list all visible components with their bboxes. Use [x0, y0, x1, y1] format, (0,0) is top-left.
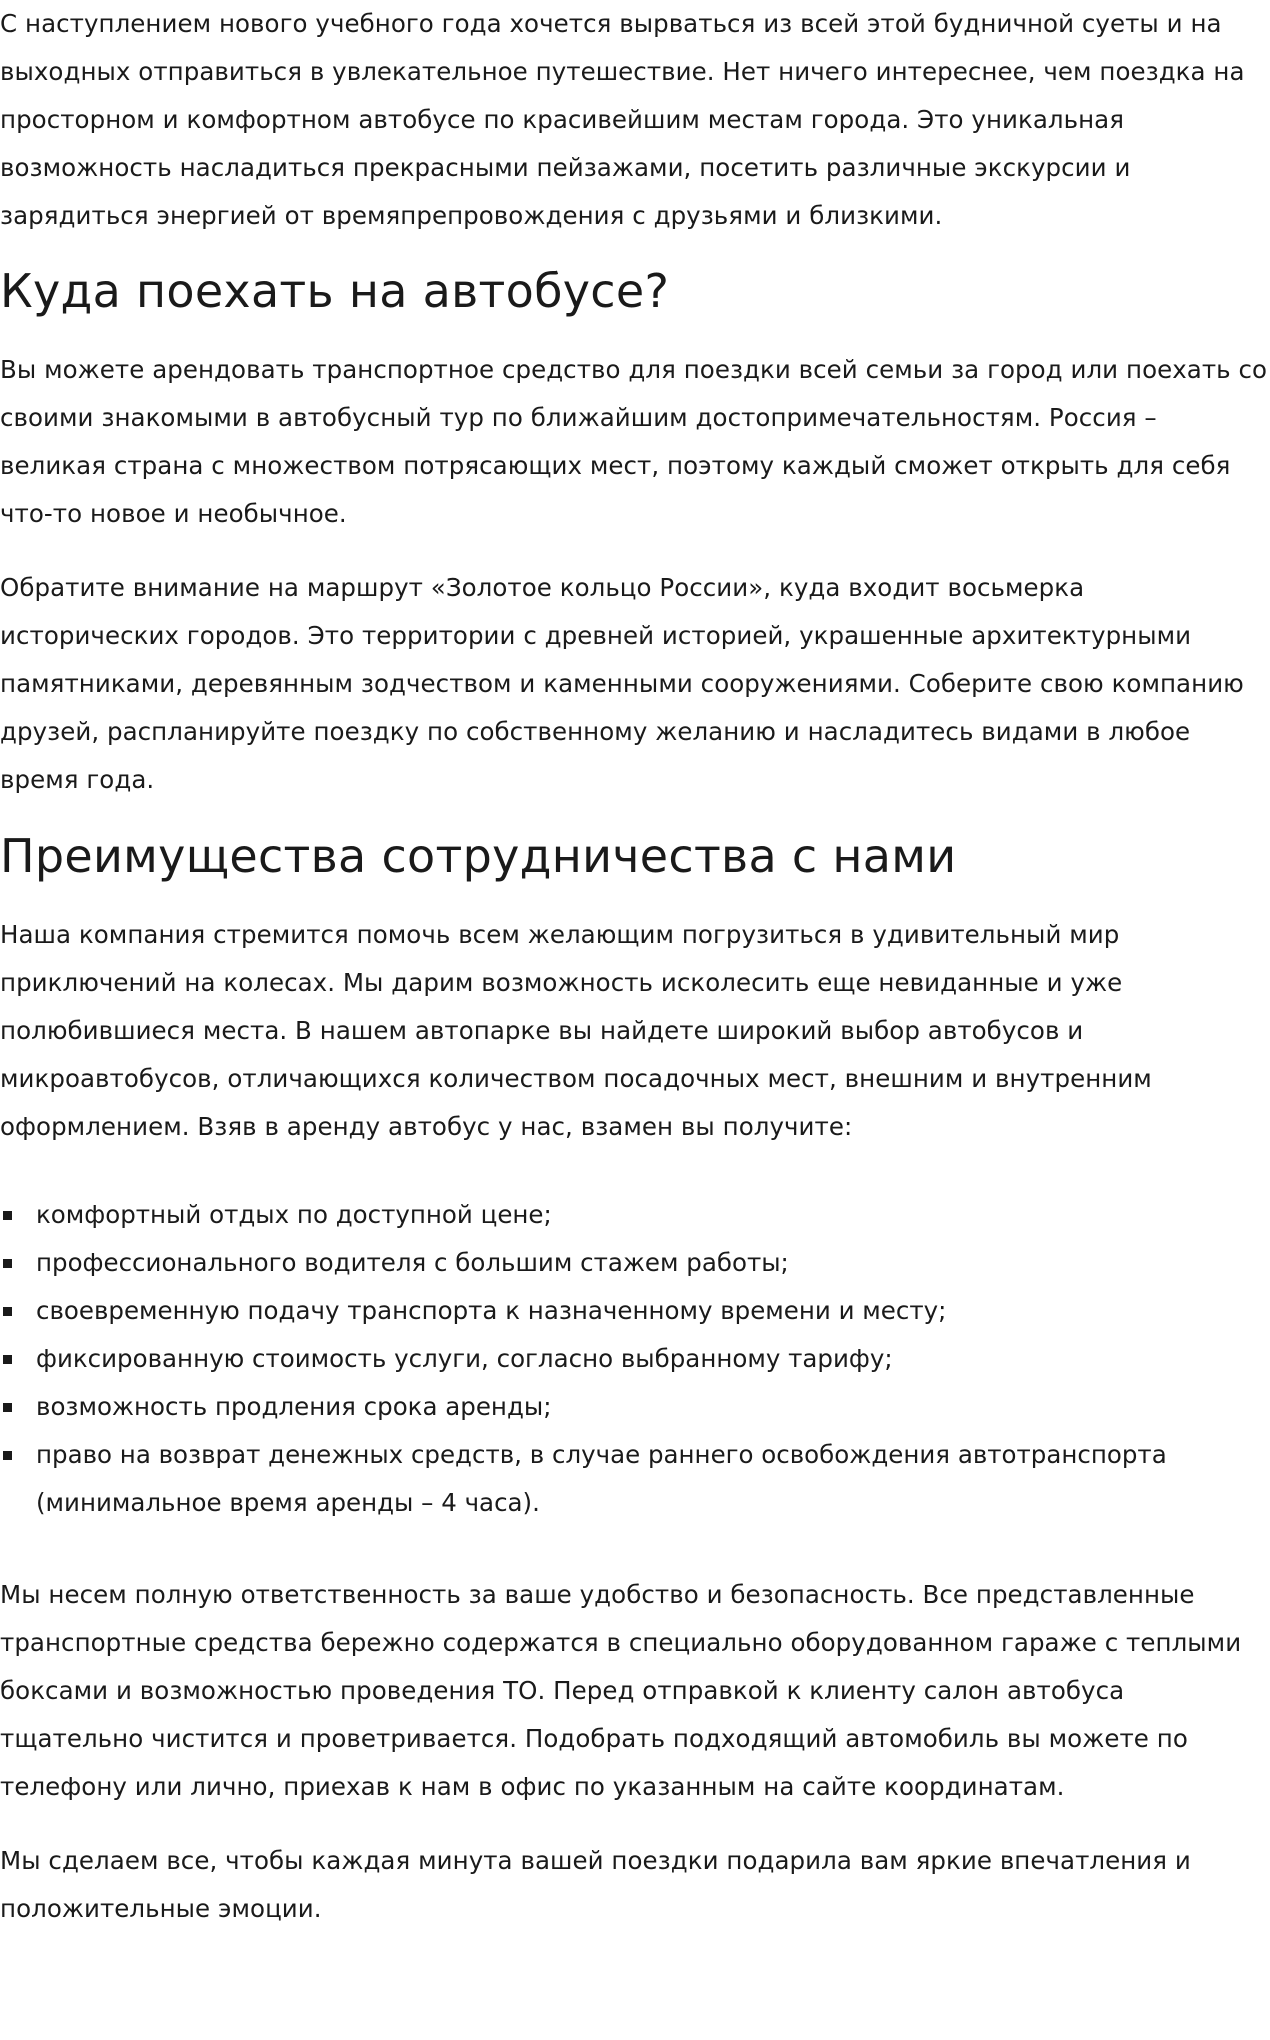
bullet-square-icon: [3, 1403, 12, 1412]
list-item: [0, 1383, 1268, 1431]
list-item-text: профессионального водителя с большим стажем работы;: [36, 1248, 789, 1277]
section1-paragraph-2: Обратите внимание на маршрут «Золотое кольцо России», куда входит восьмерка исторических городов. Это территории с древней историей, украшенные архитектурными памятниками, деревянным зодчеством и каменными сооружениями. Соберите свою компанию друзей, распланируйте поездку по собственному желанию и насладитесь видами в любое время года.: [0, 573, 1244, 794]
bullet-square-icon: [3, 1259, 12, 1268]
section-heading-where-to-go: Куда поехать на автобусе?: [0, 264, 670, 318]
list-item: [0, 1239, 1268, 1287]
list-item-text: фиксированную стоимость услуги, согласно выбранному тарифу;: [36, 1344, 893, 1373]
section2-paragraph-2: Мы несем полную ответственность за ваше удобство и безопасность. Все представленные транспортные средства бережно содержатся в специально оборудованном гараже с теплыми боксами и возможностью проведения ТО. Перед отправкой к клиенту салон автобуса тщательно чистится и проветривается. Подобрать подходящий автомобиль вы можете по телефону или лично, приехав к нам в офис по указанным на сайте координатам.: [0, 1580, 1242, 1801]
list-item-text: своевременную подачу транспорта к назначенному времени и месту;: [36, 1296, 947, 1325]
benefits-list: [0, 1191, 1268, 1527]
section2-paragraph-1: Наша компания стремится помочь всем желающим погрузиться в удивительный мир приключений на колесах. Мы дарим возможность исколесить еще невиданные и уже полюбившиеся места. В нашем автопарке вы найдете широкий выбор автобусов и микроавтобусов, отличающихся количеством посадочных мест, внешним и внутренним оформлением. Взяв в аренду автобус у нас, взамен вы получите:: [0, 920, 1152, 1141]
section1-paragraph-1: Вы можете арендовать транспортное средство для поездки всей семьи за город или поехать со своими знакомыми в автобусный тур по ближайшим достопримечательностям. Россия – великая страна с множеством потрясающих мест, поэтому каждый сможет открыть для себя что-то новое и необычное.: [0, 355, 1268, 528]
intro-paragraph: С наступлением нового учебного года хочется вырваться из всей этой будничной суеты и на выходных отправиться в увлекательное путешествие. Нет ничего интереснее, чем поездка на просторном и комфортном автобусе по красивейшим местам города. Это уникальная возможность насладиться прекрасными пейзажами, посетить различные экскурсии и зарядиться энергией от времяпрепровождения с друзьями и близкими.: [0, 9, 1245, 230]
list-item-text: право на возврат денежных средств, в случае раннего освобождения автотранспорта (минимальное время аренды – 4 часа).: [36, 1440, 1167, 1517]
list-item: [0, 1335, 1268, 1383]
section-heading-advantages: Преимущества сотрудничества с нами: [0, 829, 957, 883]
bullet-square-icon: [3, 1355, 12, 1364]
section2-paragraph-3: Мы сделаем все, чтобы каждая минута вашей поездки подарила вам яркие впечатления и положительные эмоции.: [0, 1846, 1191, 1923]
list-item-text: комфортный отдых по доступной цене;: [36, 1200, 552, 1229]
list-item-text: возможность продления срока аренды;: [36, 1392, 552, 1421]
list-item: [0, 1287, 1268, 1335]
bullet-square-icon: [3, 1211, 12, 1220]
bullet-square-icon: [3, 1307, 12, 1316]
list-item: [0, 1431, 1268, 1527]
list-item: [0, 1191, 1268, 1239]
bullet-square-icon: [3, 1451, 12, 1460]
